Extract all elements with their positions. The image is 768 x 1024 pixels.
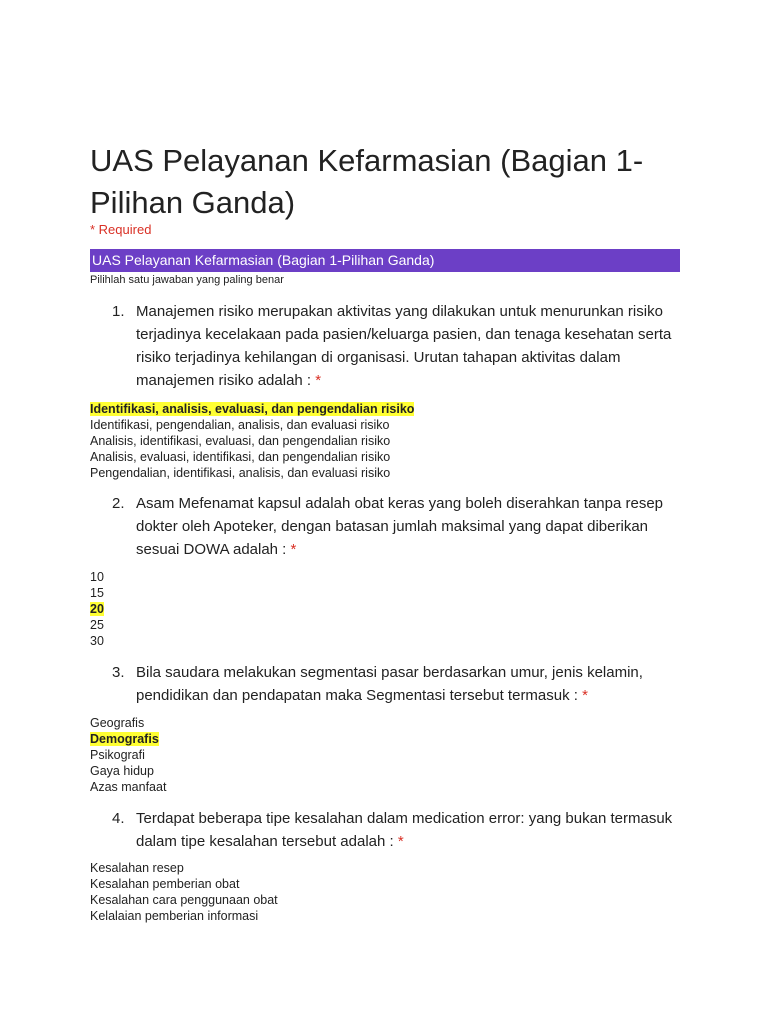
question-number: 2.: [112, 495, 125, 512]
question-number: 1.: [112, 303, 125, 320]
question-2-options: [90, 569, 680, 649]
page-title: UAS Pelayanan Kefarmasian (Bagian 1-Pilihan Ganda): [90, 143, 644, 220]
option[interactable]: Kelalaian pemberian informasi: [90, 909, 259, 923]
question-text: Manajemen risiko merupakan aktivitas yang dilakukan untuk menurunkan risiko terjadinya kecelakaan pada pasien/keluarga pasien, dan tenaga kesehatan serta risiko terjadinya kehilangan di organisasi. Urutan tahapan aktivitas dalam manajemen risiko adalah :: [136, 303, 672, 389]
option[interactable]: Analisis, evaluasi, identifikasi, dan pengendalian risiko: [90, 450, 391, 464]
required-note: * Required: [90, 222, 152, 237]
question-3-options: [90, 715, 680, 795]
option[interactable]: 10: [90, 570, 104, 584]
question-3: [112, 661, 682, 707]
option[interactable]: Gaya hidup: [90, 764, 154, 778]
option[interactable]: Psikografi: [90, 748, 145, 762]
question-number: 4.: [112, 810, 125, 827]
option[interactable]: 25: [90, 618, 104, 632]
question-2: [112, 492, 682, 561]
option[interactable]: Analisis, identifikasi, evaluasi, dan pengendalian risiko: [90, 434, 391, 448]
question-text: Terdapat beberapa tipe kesalahan dalam medication error: yang bukan termasuk dalam tipe kesalahan tersebut adalah :: [136, 810, 673, 850]
required-star: *: [290, 541, 297, 558]
option-selected[interactable]: Identifikasi, analisis, evaluasi, dan pengendalian risiko: [90, 402, 415, 416]
option[interactable]: Kesalahan cara penggunaan obat: [90, 893, 278, 907]
option[interactable]: Kesalahan pemberian obat: [90, 877, 240, 891]
option-selected[interactable]: 20: [90, 602, 104, 616]
option[interactable]: Pengendalian, identifikasi, analisis, dan evaluasi risiko: [90, 466, 391, 480]
option[interactable]: 15: [90, 586, 104, 600]
question-1-options: [90, 401, 680, 481]
option[interactable]: Geografis: [90, 716, 145, 730]
option-selected[interactable]: Demografis: [90, 732, 159, 746]
question-text: Asam Mefenamat kapsul adalah obat keras yang boleh diserahkan tanpa resep dokter oleh Apoteker, dengan batasan jumlah maksimal yang dapat diberikan sesuai DOWA adalah :: [136, 495, 663, 558]
section-instruction: Pilihlah satu jawaban yang paling benar: [90, 274, 284, 286]
required-star: *: [315, 372, 322, 389]
question-number: 3.: [112, 664, 125, 681]
option[interactable]: Identifikasi, pengendalian, analisis, dan evaluasi risiko: [90, 418, 390, 432]
question-text: Bila saudara melakukan segmentasi pasar berdasarkan umur, jenis kelamin, pendidikan dan pendapatan maka Segmentasi tersebut termasuk :: [136, 664, 643, 704]
question-4-options: [90, 860, 680, 924]
option[interactable]: Kesalahan resep: [90, 861, 184, 875]
option[interactable]: Azas manfaat: [90, 780, 167, 794]
required-star: *: [582, 687, 588, 704]
question-1: [112, 300, 682, 392]
option[interactable]: 30: [90, 634, 104, 648]
required-star: *: [397, 833, 404, 850]
question-4: [112, 807, 682, 853]
section-banner: UAS Pelayanan Kefarmasian (Bagian 1-Pilihan Ganda): [90, 249, 680, 272]
